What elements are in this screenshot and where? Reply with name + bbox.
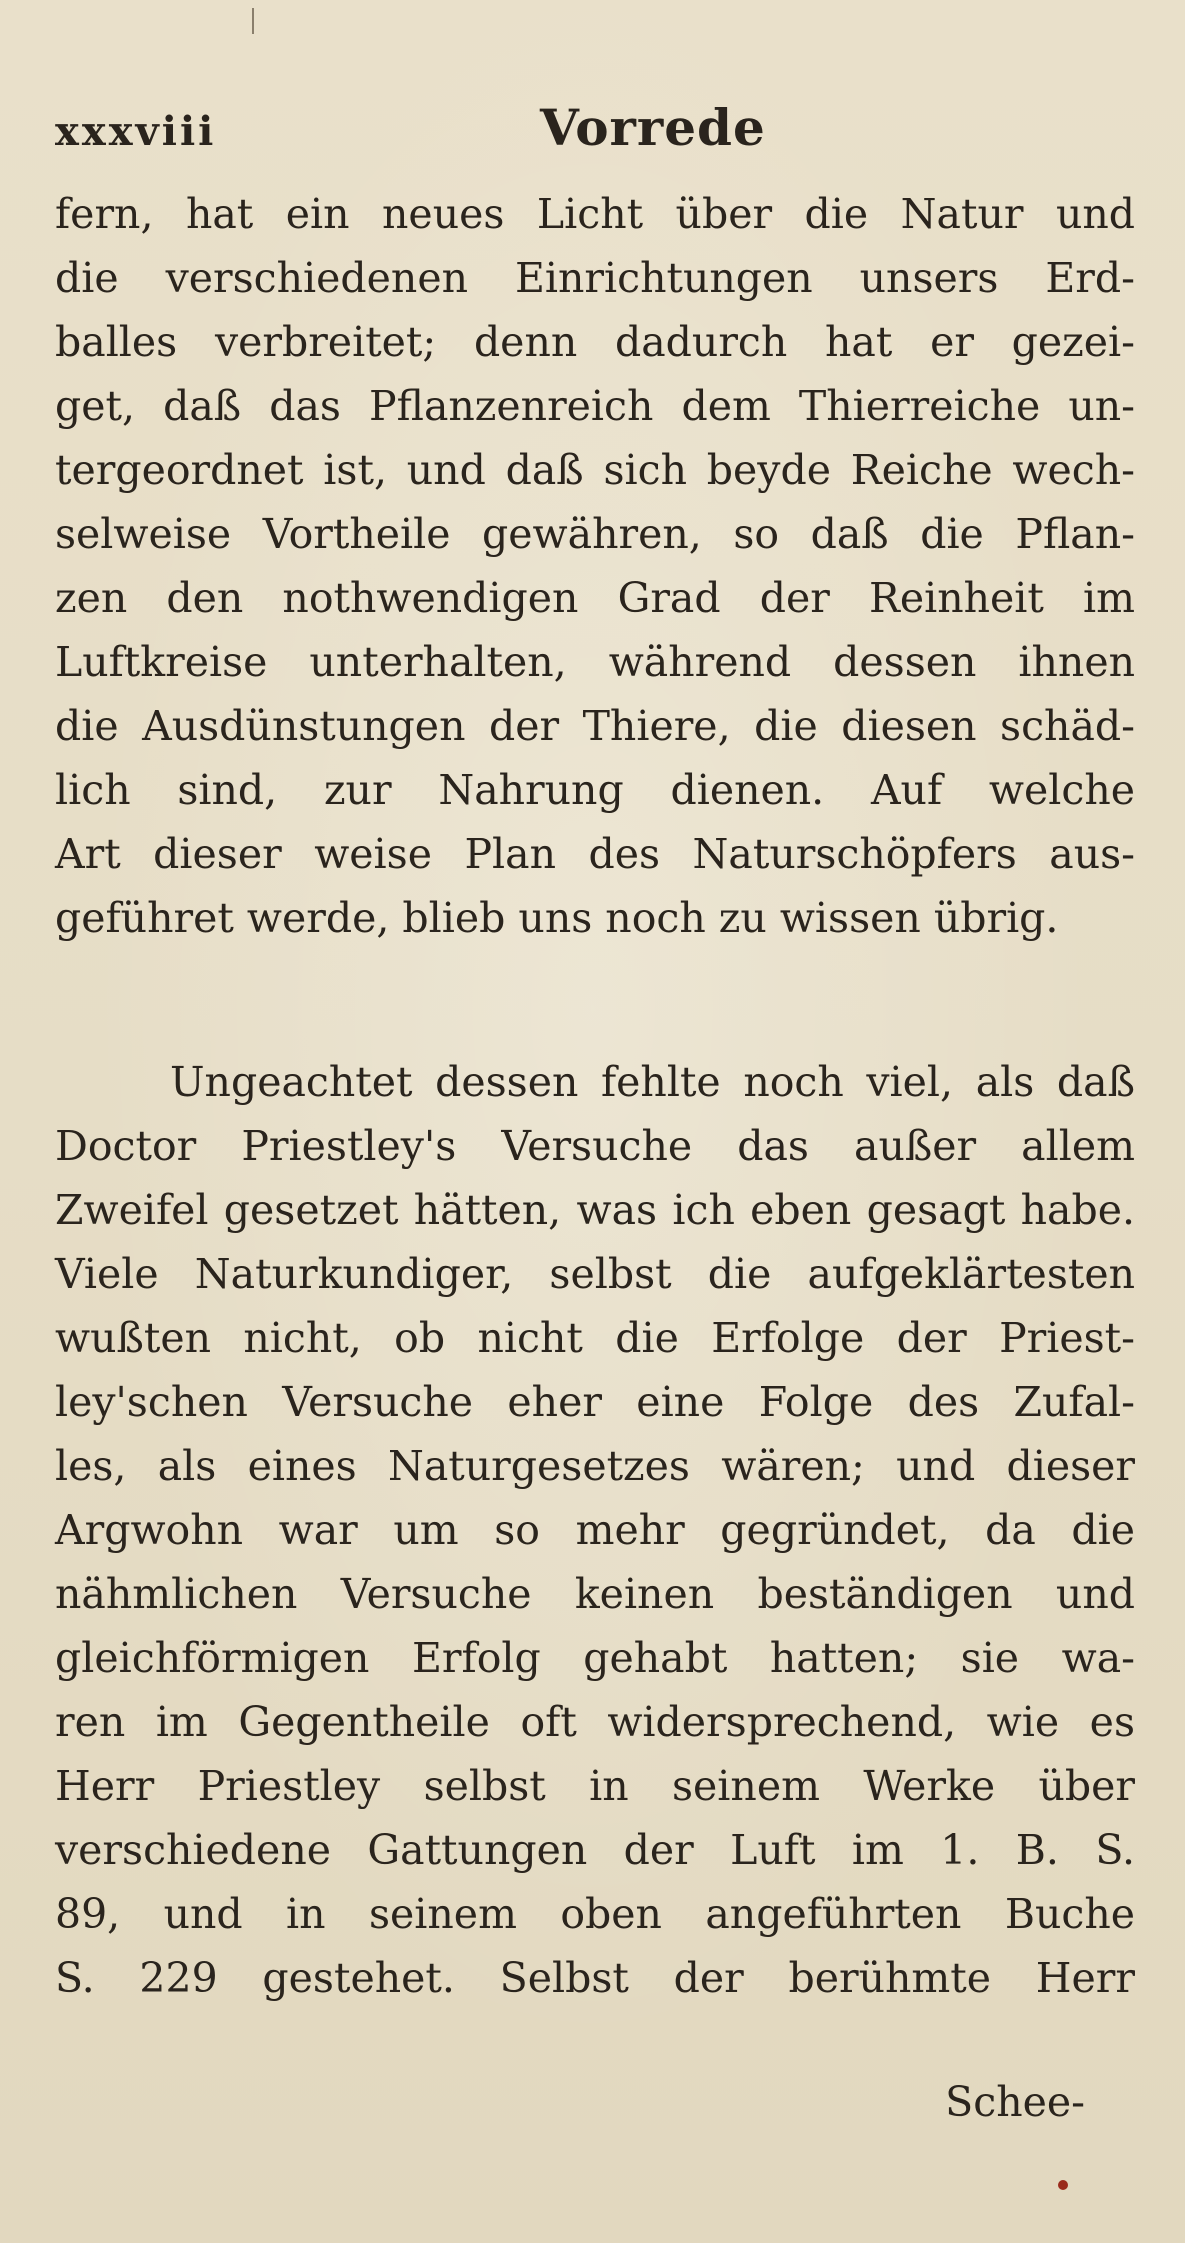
text-line: Doctor Priestley's Versuche das außer allem [55, 1122, 1135, 1170]
running-title: Vorrede [540, 98, 766, 157]
page-number: xxxviii [55, 108, 217, 155]
text-line: ley'schen Versuche eher eine Folge des Zufal- [55, 1378, 1135, 1426]
text-line: fern, hat ein neues Licht über die Natur und [55, 190, 1135, 238]
text-line: S. 229 gestehet. Selbst der berühmte Herr [55, 1954, 1135, 2002]
paragraph-1 [55, 182, 1135, 950]
text-line: nähmlichen Versuche keinen beständigen und [55, 1570, 1135, 1618]
text-line: Herr Priestley selbst in seinem Werke über [55, 1762, 1135, 1810]
text-line: Ungeachtet dessen fehlte noch viel, als daß [170, 1058, 1135, 1106]
text-line: Art dieser weise Plan des Naturschöpfers aus- [55, 830, 1135, 878]
body-text [55, 182, 1135, 2010]
text-line: Viele Naturkundiger, selbst die aufgeklärtesten [55, 1250, 1135, 1298]
catchword: Schee- [945, 2078, 1085, 2126]
text-line: tergeordnet ist, und daß sich beyde Reiche wech- [55, 446, 1135, 494]
page-header [55, 98, 1135, 168]
text-line: selweise Vortheile gewähren, so daß die Pflan- [55, 510, 1135, 558]
text-line: die verschiedenen Einrichtungen unsers Erd- [55, 254, 1135, 302]
ink-spot [1058, 2180, 1068, 2190]
text-line: 89, und in seinem oben angeführten Buche [55, 1890, 1135, 1938]
text-line: Argwohn war um so mehr gegründet, da die [55, 1506, 1135, 1554]
text-line: die Ausdünstungen der Thiere, die diesen schäd- [55, 702, 1135, 750]
text-line: verschiedene Gattungen der Luft im 1. B. S. [55, 1826, 1135, 1874]
text-line: les, als eines Naturgesetzes wären; und dieser [55, 1442, 1135, 1490]
text-line: ren im Gegentheile oft widersprechend, wie es [55, 1698, 1135, 1746]
print-mark [252, 8, 254, 34]
text-line: wußten nicht, ob nicht die Erfolge der Priest- [55, 1314, 1135, 1362]
text-line: Luftkreise unterhalten, während dessen ihnen [55, 638, 1135, 686]
paragraph-2 [55, 1050, 1135, 2010]
text-line: get, daß das Pflanzenreich dem Thierreiche un- [55, 382, 1135, 430]
paragraph-gap [55, 950, 1135, 1050]
text-line: Zweifel gesetzet hätten, was ich eben gesagt habe. [55, 1186, 1135, 1234]
text-line: lich sind, zur Nahrung dienen. Auf welche [55, 766, 1135, 814]
text-line: geführet werde, blieb uns noch zu wissen übrig. [55, 894, 1059, 942]
text-line: zen den nothwendigen Grad der Reinheit im [55, 574, 1135, 622]
text-line: gleichförmigen Erfolg gehabt hatten; sie wa- [55, 1634, 1135, 1682]
text-line: balles verbreitet; denn dadurch hat er gezei- [55, 318, 1135, 366]
